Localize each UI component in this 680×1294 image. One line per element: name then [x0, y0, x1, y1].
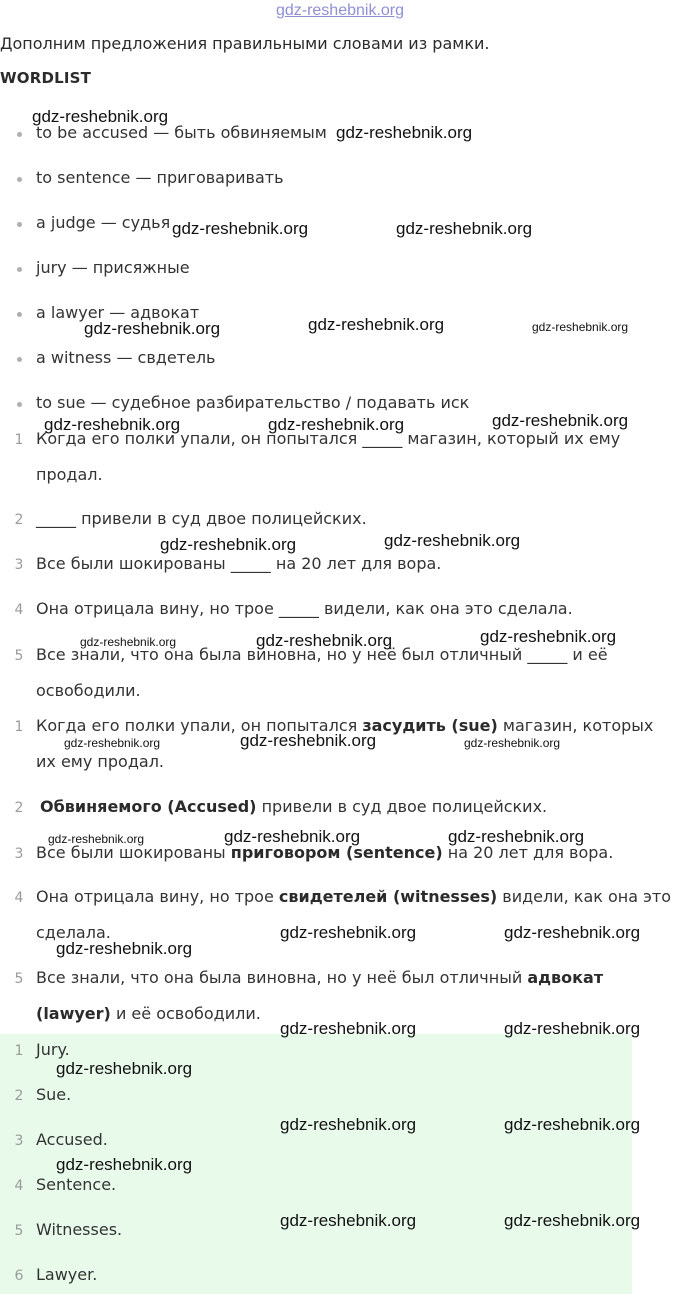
watermark-text: gdz-reshebnik.org — [504, 1211, 641, 1230]
answer-word: приговором (sentence) — [230, 843, 443, 862]
watermark-text: gdz-reshebnik.org — [336, 123, 473, 142]
watermark-text: gdz-reshebnik.org — [448, 827, 585, 846]
wordlist-item: a lawyer — адвокат — [36, 303, 200, 322]
item-number: 4 — [14, 602, 24, 618]
answer-key-item: Sentence. — [36, 1175, 117, 1194]
answer-word: Обвиняемого (Accused) — [40, 797, 257, 816]
watermark-text: gdz-reshebnik.org — [56, 1155, 193, 1174]
watermark-text: gdz-reshebnik.org — [504, 923, 641, 942]
watermark-text: gdz-reshebnik.org — [280, 923, 417, 942]
item-number: 1 — [14, 719, 24, 735]
watermark-text: gdz-reshebnik.org — [80, 635, 177, 649]
answer-word: адвокат (lawyer) — [36, 968, 604, 1023]
wordlist-item: a judge — судья — [36, 213, 171, 232]
task-instruction: Дополним предложения правильными словами из рамки. — [0, 34, 490, 53]
answer-key-item: Accused. — [36, 1130, 108, 1149]
item-number: 1 — [14, 1043, 24, 1059]
watermark-text: gdz-reshebnik.org — [396, 219, 533, 238]
watermark-text: gdz-reshebnik.org — [44, 415, 181, 434]
item-number: 4 — [14, 1178, 24, 1194]
watermark-text: gdz-reshebnik.org — [240, 731, 377, 750]
item-number: 1 — [14, 432, 24, 448]
exercise-sentence: Все знали, что она была виновна, но у неё был отличный _____ и её освободили. — [36, 645, 608, 700]
answer-key-item: Jury. — [36, 1040, 70, 1059]
item-number: 5 — [14, 971, 24, 987]
item-number: 3 — [14, 846, 24, 862]
answer-key-item: Witnesses. — [36, 1220, 123, 1239]
exercise-sentence: Когда его полки упали, он попытался _____ магазин, который их ему продал. — [36, 429, 621, 484]
answer-sentence: Она отрицала вину, но трое свидетелей (witnesses) видели, как она это сделала. — [36, 887, 672, 942]
wordlist-title: WORDLIST — [0, 69, 92, 87]
answer-key-item: Lawyer. — [36, 1265, 98, 1284]
watermark-text: gdz-reshebnik.org — [172, 219, 309, 238]
watermark-text: gdz-reshebnik.org — [504, 1115, 641, 1134]
answer-sentence: Когда его полки упали, он попытался засудить (sue) магазин, которых их ему продал. — [36, 716, 654, 771]
answer-sentence: Обвиняемого (Accused) привели в суд двое полицейских. — [40, 797, 548, 816]
site-watermark-link[interactable]: gdz-reshebnik.org — [275, 2, 405, 19]
wordlist-item: to sentence — приговаривать — [36, 168, 284, 187]
answer-key-item: Sue. — [36, 1085, 72, 1104]
watermark-text: gdz-reshebnik.org — [280, 1019, 417, 1038]
watermark-text: gdz-reshebnik.org — [84, 319, 221, 338]
wordlist-item: jury — присяжные — [36, 258, 190, 277]
watermark-text: gdz-reshebnik.org — [64, 736, 161, 750]
item-number: 2 — [14, 800, 24, 816]
watermark-text: gdz-reshebnik.org — [504, 1019, 641, 1038]
exercise-sentence: Она отрицала вину, но трое _____ видели, как она это сделала. — [36, 599, 573, 618]
wordlist-item: to be accused — быть обвиняемым — [36, 123, 327, 142]
item-number: 4 — [14, 890, 24, 906]
wordlist-item: a witness — свдетель — [36, 348, 216, 367]
watermark-text: gdz-reshebnik.org — [280, 1211, 417, 1230]
exercise-sentence: Все были шокированы _____ на 20 лет для вора. — [36, 554, 442, 573]
watermark-text: gdz-reshebnik.org — [160, 535, 297, 554]
item-number: 6 — [14, 1268, 24, 1284]
watermark-text: gdz-reshebnik.org — [268, 415, 405, 434]
watermark-text: gdz-reshebnik.org — [56, 939, 193, 958]
watermark-text: gdz-reshebnik.org — [308, 315, 445, 334]
watermark-text: gdz-reshebnik.org — [48, 832, 145, 846]
watermark-text: gdz-reshebnik.org — [224, 827, 361, 846]
watermark-text: gdz-reshebnik.org — [532, 320, 629, 334]
wordlist-item: to sue — судебное разбирательство / подавать иск — [36, 393, 470, 412]
exercise-sentence: _____ привели в суд двое полицейских. — [36, 509, 367, 528]
watermark-text: gdz-reshebnik.org — [56, 1059, 193, 1078]
watermark-text: gdz-reshebnik.org — [280, 1115, 417, 1134]
answer-word: свидетелей (witnesses) — [278, 887, 498, 906]
item-number: 5 — [14, 1223, 24, 1239]
watermark-text: gdz-reshebnik.org — [480, 627, 617, 646]
answer-sentence: Все знали, что она была виновна, но у неё был отличный адвокат (lawyer) и её освободили. — [36, 968, 604, 1023]
item-number: 3 — [14, 1133, 24, 1149]
answer-word: засудить (sue) — [362, 716, 498, 735]
item-number: 2 — [14, 1088, 24, 1104]
answer-sentence: Все были шокированы приговором (sentence) на 20 лет для вора. — [36, 843, 614, 862]
watermark-text: gdz-reshebnik.org — [256, 631, 393, 650]
item-number: 3 — [14, 557, 24, 573]
watermark-text: gdz-reshebnik.org — [492, 411, 629, 430]
watermark-text: gdz-reshebnik.org — [32, 107, 169, 126]
watermark-text: gdz-reshebnik.org — [384, 531, 521, 550]
watermark-text: gdz-reshebnik.org — [464, 736, 561, 750]
item-number: 5 — [14, 648, 24, 664]
item-number: 2 — [14, 512, 24, 528]
